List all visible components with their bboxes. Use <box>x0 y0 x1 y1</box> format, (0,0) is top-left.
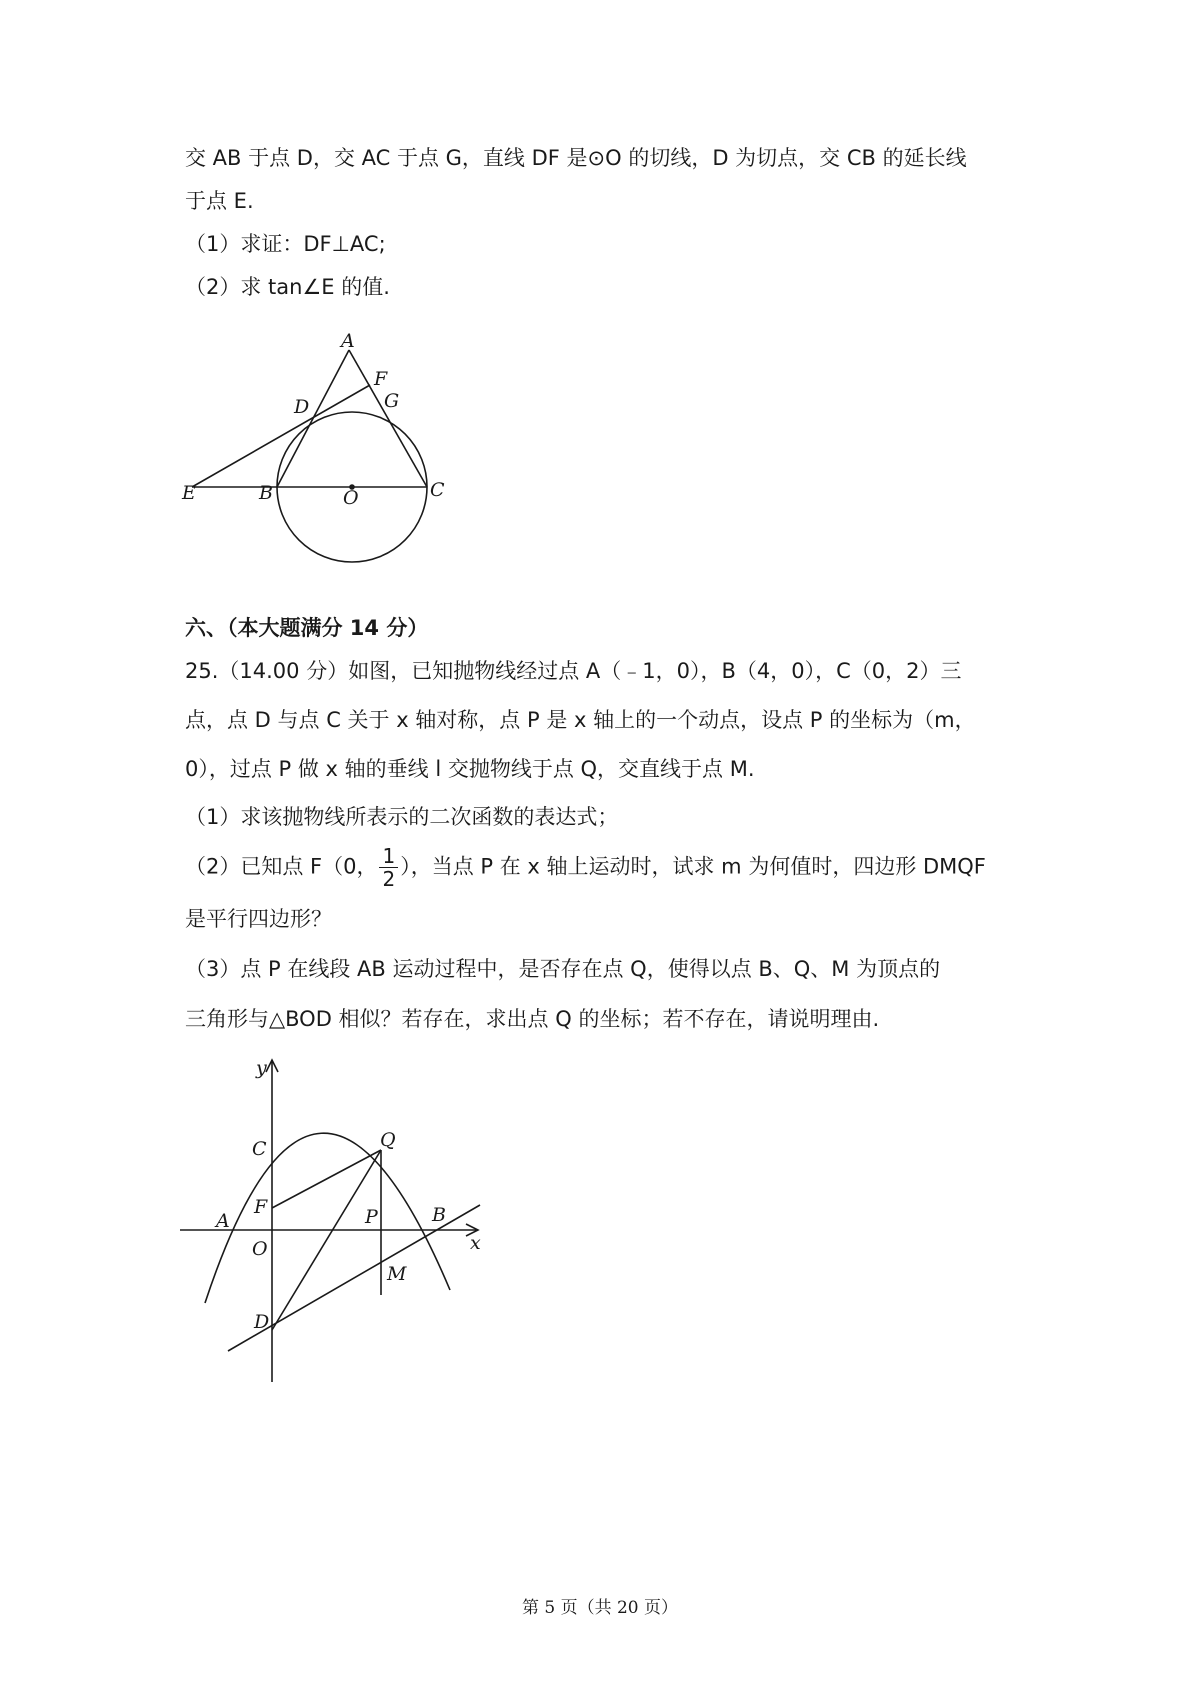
problem24-line2: 于点 E. <box>185 189 254 213</box>
problem25-line1: 25.（14.00 分）如图，已知抛物线经过点 A（﹣1，0），B（4，0），C（0，2）三 <box>185 659 962 683</box>
label-b2: B <box>432 1204 446 1226</box>
label-c: C <box>430 479 445 501</box>
problem25-question3-line2: 三角形与△BOD 相似？若存在，求出点 Q 的坐标；若不存在，请说明理由. <box>185 1007 880 1031</box>
fraction-denominator: 2 <box>382 867 396 891</box>
label-q: Q <box>380 1129 396 1151</box>
segment-dq <box>272 1150 381 1330</box>
label-a: A <box>341 330 355 352</box>
problem25-question3-line1: （3）点 P 在线段 AB 运动过程中，是否存在点 Q，使得以点 B、Q、M 为顶点的 <box>185 957 941 981</box>
question2-text-before: （2）已知点 F（0， <box>185 854 378 879</box>
page-footer: 第 5 页（共 20 页） <box>521 1598 679 1618</box>
label-g: G <box>384 390 400 412</box>
fraction-numerator: 1 <box>379 845 398 868</box>
problem25-question1: （1）求该抛物线所表示的二次函数的表达式； <box>185 805 619 829</box>
problem24-line1: 交 AB 于点 D，交 AC 于点 G，直线 DF 是⊙O 的切线，D 为切点，交 CB 的延长线 <box>185 146 967 170</box>
segment-fq <box>272 1150 381 1208</box>
label-y: y <box>256 1057 267 1079</box>
label-a2: A <box>216 1210 230 1232</box>
label-m: M <box>387 1263 407 1285</box>
problem25-line3: 0），过点 P 做 x 轴的垂线 l 交抛物线于点 Q，交直线于点 M. <box>185 757 755 781</box>
problem24-question2: （2）求 tan∠E 的值. <box>185 275 390 299</box>
label-o2: O <box>252 1238 268 1260</box>
label-f2: F <box>254 1196 268 1218</box>
label-f: F <box>374 368 388 390</box>
label-d2: D <box>254 1311 270 1333</box>
problem25-question2-line2: 是平行四边形？ <box>185 907 332 931</box>
label-o: O <box>343 487 359 509</box>
label-x: x <box>470 1232 481 1254</box>
problem25-line2: 点，点 D 与点 C 关于 x 轴对称，点 P 是 x 轴上的一个动点，设点 P 的坐标为（m， <box>185 708 976 732</box>
label-e: E <box>182 482 196 504</box>
label-p: P <box>365 1206 378 1228</box>
section-heading: 六、（本大题满分 14 分） <box>185 616 429 640</box>
label-c2: C <box>252 1138 267 1160</box>
label-d: D <box>294 396 310 418</box>
problem24-question1: （1）求证：DF⊥AC; <box>185 232 386 256</box>
question2-text-after: ），当点 P 在 x 轴上运动时，试求 m 为何值时，四边形 DMQF <box>400 854 986 879</box>
parabola-curve <box>205 1133 450 1303</box>
label-b: B <box>259 482 273 504</box>
